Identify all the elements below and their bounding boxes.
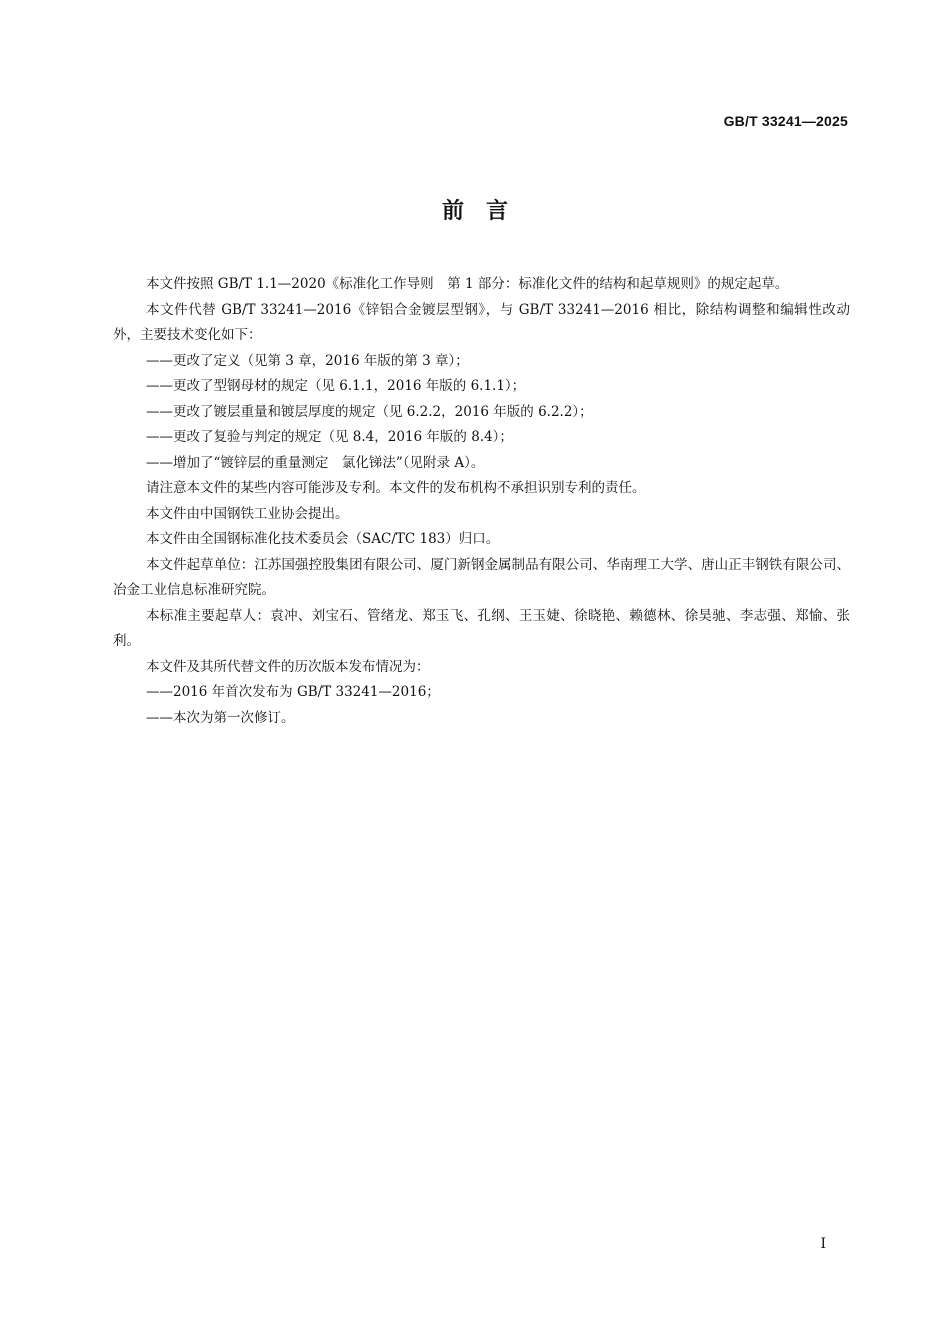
list-item: ——更改了镀层重量和镀层厚度的规定（见 6.2.2，2016 年版的 6.2.2）； — [146, 403, 593, 420]
list-item: ——更改了复验与判定的规定（见 8.4，2016 年版的 8.4）； — [146, 429, 513, 445]
paragraph: 本文件按照 GB/T 1.1—2020《标准化工作导则 第 1 部分：标准化文件的结构和起草规则》的规定起草。 — [146, 276, 789, 292]
paragraph: 本文件起草单位：江苏国强控股集团有限公司、厦门新钢金属制品有限公司、华南理工大学、唐山正丰钢铁有限公司、冶金工业信息标准研究院。 — [113, 556, 850, 598]
list-item: ——更改了型钢母材的规定（见 6.1.1，2016 年版的 6.1.1）； — [146, 378, 526, 394]
list-item: ——增加了“镀锌层的重量测定 氯化锑法”（见附录 A）。 — [146, 454, 485, 471]
list-item: ——更改了定义（见第 3 章，2016 年版的第 3 章）； — [146, 352, 469, 369]
list-item: ——2016 年首次发布为 GB/T 33241—2016； — [146, 684, 440, 700]
paragraph: 本文件由全国钢标准化技术委员会（SAC/TC 183）归口。 — [146, 531, 500, 547]
paragraph: 本文件由中国钢铁工业协会提出。 — [146, 505, 349, 522]
paragraph: 本文件代替 GB/T 33241—2016《锌铝合金镀层型钢》，与 GB/T 33241—2016 相比，除结构调整和编辑性改动外，主要技术变化如下： — [113, 301, 850, 343]
document-body — [113, 272, 850, 731]
paragraph: 本标准主要起草人：袁冲、刘宝石、管绪龙、郑玉飞、孔纲、王玉婕、徐晓艳、赖德林、徐昊驰、李志强、郑愉、张利。 — [113, 607, 850, 649]
list-item: ——本次为第一次修订。 — [146, 709, 295, 726]
page-number: I — [820, 1236, 826, 1252]
page-title: 前 言 — [441, 199, 508, 224]
paragraph: 请注意本文件的某些内容可能涉及专利。本文件的发布机构不承担识别专利的责任。 — [146, 480, 646, 496]
paragraph: 本文件及其所代替文件的历次版本发布情况为： — [146, 658, 430, 675]
standard-code: GB/T 33241—2025 — [723, 113, 848, 129]
